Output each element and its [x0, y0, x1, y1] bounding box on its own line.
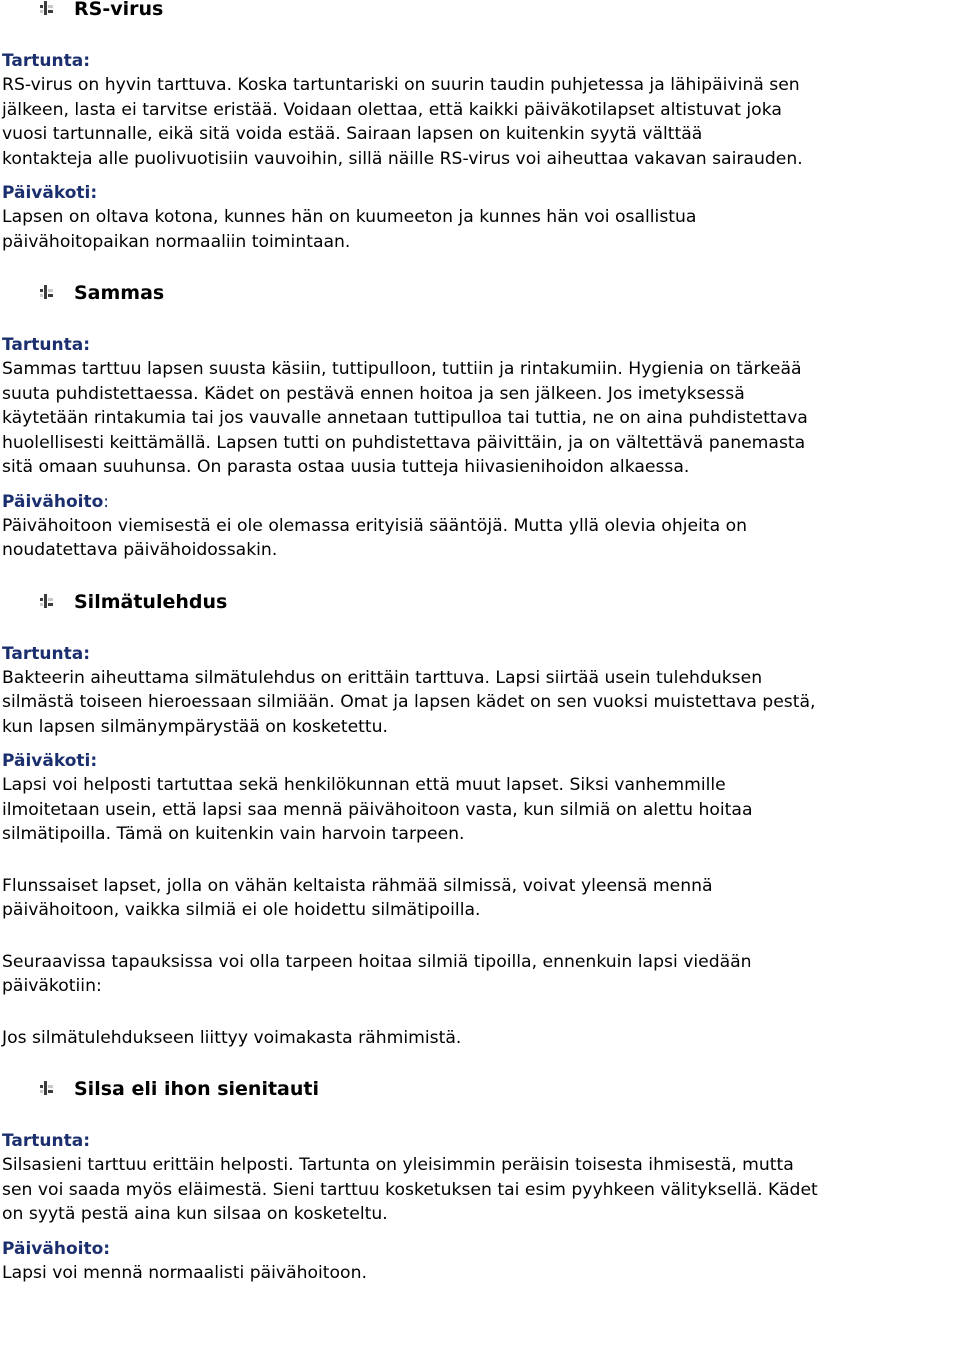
text-line: Jos silmätulehdukseen liittyy voimakasta rähmimistä. — [2, 1027, 462, 1048]
text-line: ilmoitetaan usein, että lapsi saa mennä päivähoitoon vasta, kun silmiä on alettu hoitaa — [2, 799, 753, 820]
text-line: päivähoitoon, vaikka silmiä ei ole hoidettu silmätipoilla. — [2, 900, 481, 920]
text-line: suuta puhdistettaessa. Kädet on pestävä ennen hoitoa ja sen jälkeen. Jos imetyksessä — [2, 383, 745, 404]
text-line: kontakteja alle puolivuotisiin vauvoihin, sillä näille RS-virus voi aiheuttaa vakavan sairauden. — [2, 148, 803, 169]
text-line: Flunssaiset lapset, jolla on vähän keltaista rähmää silmissä, voivat yleensä mennä — [2, 875, 713, 896]
text-line: Seuraavissa tapauksissa voi olla tarpeen hoitaa silmiä tipoilla, ennenkuin lapsi viedään — [2, 951, 752, 972]
tartunta-label: Tartunta: — [2, 643, 90, 664]
text-line: jälkeen, lasta ei tarvitse eristää. Voidaan olettaa, että kaikki päiväkotilapset altistuvat joka — [2, 99, 782, 120]
text-line: kun lapsen silmänympärystää on kosketettu. — [2, 716, 389, 737]
paivakoti-label: Päiväkoti: — [2, 183, 98, 203]
text-line: päivähoitopaikan normaaliin toimintaan. — [2, 231, 351, 252]
section-title: RS-virus — [74, 0, 164, 20]
paivahoito-label: Päivähoito: — [2, 491, 110, 512]
text-line: päiväkotiin: — [2, 976, 102, 996]
document-page — [2, 0, 958, 1285]
text-line: vuosi tartunnalle, eikä sitä voida estää. Sairaan lapsen on kuitenkin syytä välttää — [2, 124, 703, 144]
text-line: silmätipoilla. Tämä on kuitenkin vain harvoin tarpeen. — [2, 824, 465, 844]
text-line: Lapsi voi helposti tartuttaa sekä henkilökunnan että muut lapset. Siksi vanhemmille — [2, 775, 726, 795]
tartunta-label: Tartunta: — [2, 335, 90, 355]
section-heading — [2, 281, 958, 305]
text-line: Sammas tarttuu lapsen suusta käsiin, tuttipulloon, tuttiin ja rintakumiin. Hygienia on tärkeää — [2, 359, 802, 379]
text-line: sen voi saada myös eläimestä. Sieni tarttuu kosketuksen tai esim pyyhkeen välityksellä. Kädet — [2, 1179, 818, 1200]
text-line: RS-virus on hyvin tarttuva. Koska tartuntariski on suurin taudin puhjetessa ja lähipäivinä sen — [2, 75, 800, 95]
tartunta-label: Tartunta: — [2, 51, 90, 71]
text-line: silmästä toiseen hieroessaan silmiään. Omat ja lapsen kädet on sen vuoksi muistettava pestä, — [2, 692, 816, 712]
text-line: noudatettava päivähoidossakin. — [2, 540, 278, 560]
text-line: huolellisesti keittämällä. Lapsen tutti on puhdistettava päivittäin, ja on vältettävä panemasta — [2, 432, 806, 453]
section-title: Silsa eli ihon sienitauti — [74, 1078, 319, 1100]
text-line: Lapsi voi mennä normaalisti päivähoitoon. — [2, 1262, 367, 1283]
paivakoti-label: Päiväkoti: — [2, 751, 98, 771]
section-heading — [2, 0, 958, 21]
list-bullet-icon — [40, 1081, 54, 1095]
section-silmatulehdus — [2, 590, 958, 1051]
list-bullet-icon — [40, 594, 54, 608]
paivahoito-label: Päivähoito: — [2, 1238, 111, 1259]
text-line: Silsasieni tarttuu erittäin helposti. Tartunta on yleisimmin peräisin toisesta ihmisestä, mutta — [2, 1155, 794, 1175]
list-bullet-icon — [40, 1, 54, 15]
section-title: Sammas — [74, 282, 165, 304]
text-line: Lapsen on oltava kotona, kunnes hän on kuumeeton ja kunnes hän voi osallistua — [2, 207, 697, 227]
text-line: Päivähoitoon viemisestä ei ole olemassa erityisiä sääntöjä. Mutta yllä olevia ohjeita on — [2, 515, 747, 536]
section-silsa — [2, 1077, 958, 1285]
tartunta-label: Tartunta: — [2, 1131, 90, 1151]
section-rs-virus — [2, 0, 958, 254]
text-line: Bakteerin aiheuttama silmätulehdus on erittäin tarttuva. Lapsi siirtää usein tulehduksen — [2, 667, 763, 688]
section-heading — [2, 590, 958, 614]
text-line: on syytä pestä aina kun silsaa on kosketeltu. — [2, 1204, 388, 1224]
section-title: Silmätulehdus — [74, 590, 228, 613]
section-heading — [2, 1077, 958, 1101]
text-line: sitä omaan suuhunsa. On parasta ostaa uusia tutteja hiivasienihoidon alkaessa. — [2, 457, 690, 477]
list-bullet-icon — [40, 285, 54, 299]
text-line: käytetään rintakumia tai jos vauvalle annetaan tuttipulloa tai tuttia, ne on aina puhdistettava — [2, 408, 808, 428]
section-sammas — [2, 281, 958, 563]
